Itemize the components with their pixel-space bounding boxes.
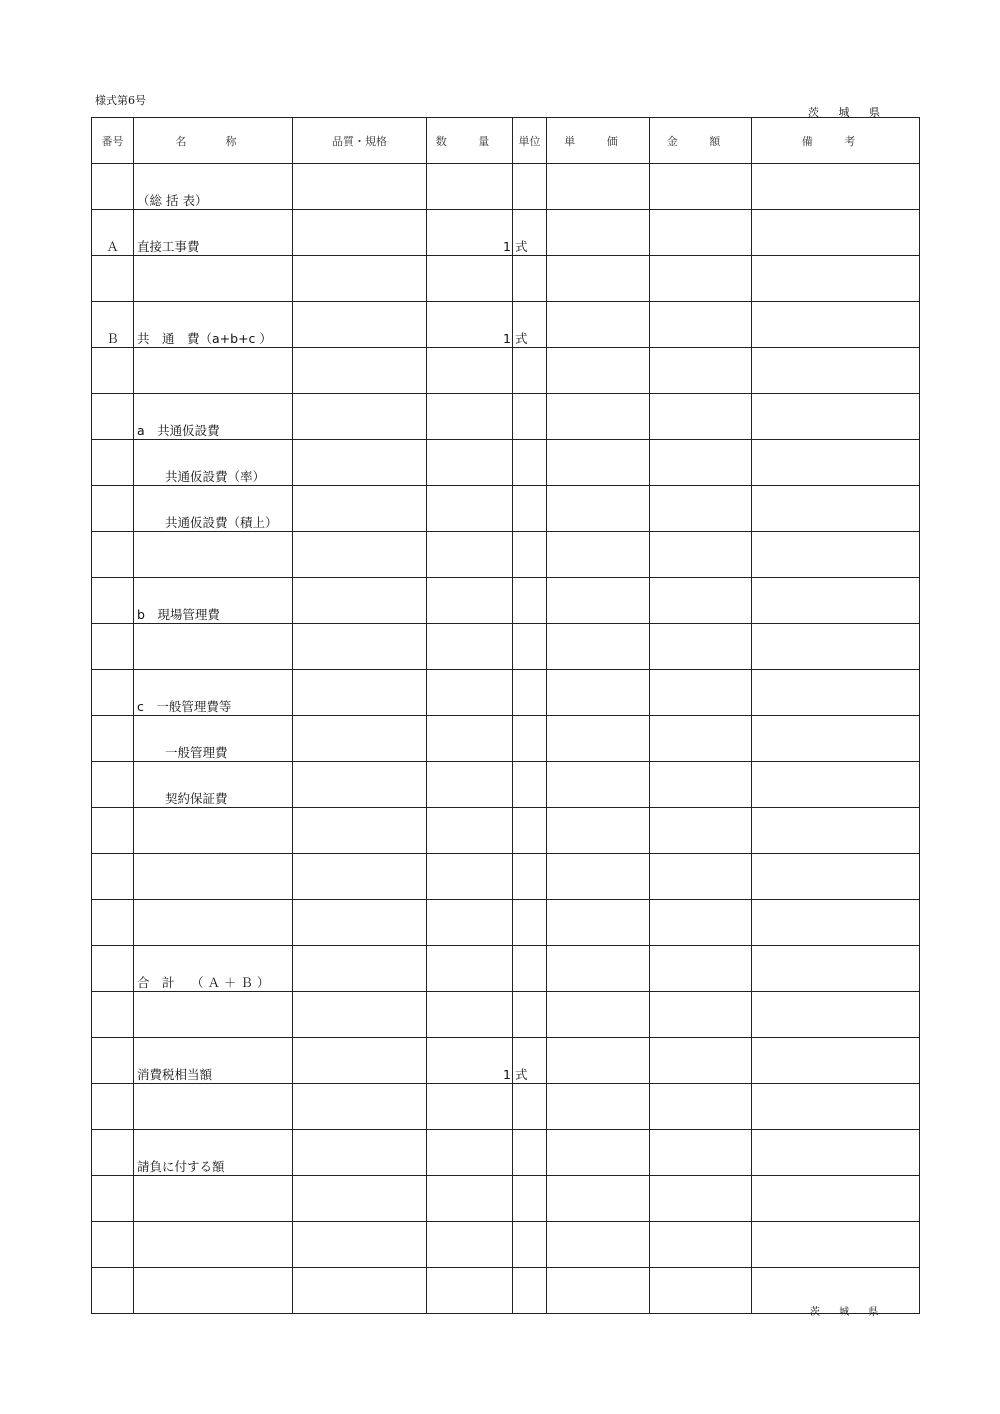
table-row: [92, 1222, 920, 1268]
row-remarks-cell: [752, 532, 920, 578]
row-amount-cell: [650, 1038, 752, 1084]
row-quantity-cell: [427, 716, 513, 762]
table-row: [92, 578, 920, 624]
row-quantity-cell: [427, 1176, 513, 1222]
row-unit-cell: [513, 578, 547, 624]
table-row: [92, 210, 920, 256]
row-remarks-cell: [752, 164, 920, 210]
row-name-text: 共 通 費（a+b+c ）: [137, 331, 272, 346]
row-quality-cell: [293, 808, 427, 854]
row-name-cell: [134, 256, 293, 302]
row-unit-cell: [513, 808, 547, 854]
row-unit-text: 式: [515, 239, 528, 254]
row-unit-cell: [513, 302, 547, 348]
table-row: [92, 302, 920, 348]
row-amount-cell: [650, 164, 752, 210]
row-unit-cell: [513, 348, 547, 394]
row-name-cell: [134, 716, 293, 762]
row-name-cell: [134, 1084, 293, 1130]
row-name-cell: [134, 992, 293, 1038]
row-remarks-cell: [752, 1176, 920, 1222]
row-unit-cell: [513, 670, 547, 716]
row-unit-cell: [513, 946, 547, 992]
row-unit-cell: [513, 1130, 547, 1176]
row-number-cell: [92, 578, 134, 624]
row-name-cell: [134, 1130, 293, 1176]
row-amount-cell: [650, 808, 752, 854]
row-quantity-cell: [427, 900, 513, 946]
row-quality-cell: [293, 716, 427, 762]
row-name-cell: [134, 302, 293, 348]
row-unit-cell: [513, 762, 547, 808]
row-remarks-cell: [752, 578, 920, 624]
row-number-text: Ａ: [106, 239, 119, 254]
row-amount-cell: [650, 578, 752, 624]
row-quantity-text: 1: [503, 239, 511, 254]
row-quality-cell: [293, 624, 427, 670]
row-number-cell: [92, 210, 134, 256]
row-name-text: [134, 1312, 292, 1313]
row-number-cell: [92, 1084, 134, 1130]
table-row: [92, 532, 920, 578]
row-unit-cell: [513, 992, 547, 1038]
row-unit-price-cell: [547, 946, 650, 992]
row-number-cell: [92, 532, 134, 578]
row-remarks-cell: [752, 394, 920, 440]
row-quality-cell: [293, 302, 427, 348]
table-row: [92, 808, 920, 854]
row-name-cell: [134, 624, 293, 670]
row-name-text: 請負に付する額: [137, 1159, 225, 1174]
row-quantity-cell: [427, 1084, 513, 1130]
row-quality-cell: [293, 1084, 427, 1130]
column-header-quantity: 数 量: [427, 118, 513, 164]
row-amount-cell: [650, 394, 752, 440]
row-unit-cell: [513, 1038, 547, 1084]
row-unit-cell: [513, 854, 547, 900]
row-remarks-cell: [752, 1084, 920, 1130]
row-quality-text: [293, 1312, 426, 1313]
row-remarks-cell: [752, 302, 920, 348]
row-name-text: b 現場管理費: [137, 607, 220, 622]
row-quality-cell: [293, 1038, 427, 1084]
row-unit-price-cell: [547, 1038, 650, 1084]
row-quantity-cell: [427, 348, 513, 394]
row-name-cell: [134, 486, 293, 532]
row-remarks-cell: [752, 624, 920, 670]
row-quantity-cell: [427, 624, 513, 670]
table-row: [92, 624, 920, 670]
row-quantity-cell: [427, 486, 513, 532]
row-unit-cell: [513, 1084, 547, 1130]
row-remarks-cell: [752, 256, 920, 302]
row-unit-cell: [513, 716, 547, 762]
row-unit-cell: [513, 394, 547, 440]
row-name-cell: [134, 946, 293, 992]
row-unit-price-cell: [547, 302, 650, 348]
row-quality-cell: [293, 762, 427, 808]
table-row: [92, 394, 920, 440]
row-unit-text: 式: [515, 331, 528, 346]
row-quality-cell: [293, 348, 427, 394]
table-row: [92, 1130, 920, 1176]
row-name-text: 共通仮設費（積上）: [165, 515, 278, 530]
row-unit-price-cell: [547, 256, 650, 302]
row-number-cell: [92, 1038, 134, 1084]
row-quality-cell: [293, 532, 427, 578]
row-number-text: Ｂ: [106, 331, 119, 346]
row-unit-price-cell: [547, 210, 650, 256]
row-name-cell: [134, 808, 293, 854]
row-unit-price-cell: [547, 854, 650, 900]
table-row: [92, 1176, 920, 1222]
row-quality-cell: [293, 900, 427, 946]
row-unit-price-cell: [547, 1176, 650, 1222]
row-unit-cell: [513, 440, 547, 486]
row-amount-cell: [650, 854, 752, 900]
row-amount-cell: [650, 900, 752, 946]
row-amount-cell: [650, 210, 752, 256]
row-name-text: 共通仮設費（率）: [165, 469, 266, 484]
row-number-cell: [92, 762, 134, 808]
table-row: [92, 1038, 920, 1084]
row-quality-cell: [293, 394, 427, 440]
row-number-cell: [92, 900, 134, 946]
row-amount-cell: [650, 486, 752, 532]
row-remarks-cell: [752, 716, 920, 762]
table-row: [92, 1084, 920, 1130]
row-name-cell: [134, 1268, 293, 1314]
row-number-cell: [92, 946, 134, 992]
row-quality-cell: [293, 992, 427, 1038]
row-quantity-cell: [427, 992, 513, 1038]
row-quantity-cell: [427, 1222, 513, 1268]
row-unit-cell: [513, 256, 547, 302]
row-unit-cell: [513, 164, 547, 210]
table-row: [92, 670, 920, 716]
row-quantity-cell: [427, 578, 513, 624]
row-name-cell: [134, 348, 293, 394]
row-name-text: c 一般管理費等: [137, 699, 232, 714]
table-row: [92, 164, 920, 210]
column-header-name: 名 称: [134, 118, 293, 164]
row-quantity-cell: [427, 762, 513, 808]
row-number-cell: [92, 440, 134, 486]
row-name-text: 合 計 （ Ａ ＋ Ｂ ）: [137, 975, 270, 990]
row-name-text: 直接工事費: [137, 239, 200, 254]
row-unit-price-cell: [547, 1130, 650, 1176]
row-quality-cell: [293, 1176, 427, 1222]
row-quantity-cell: [427, 210, 513, 256]
row-number-cell: [92, 808, 134, 854]
row-name-cell: [134, 762, 293, 808]
row-name-cell: [134, 532, 293, 578]
row-quantity-cell: [427, 1130, 513, 1176]
row-quantity-cell: [427, 256, 513, 302]
column-header-unit-price: 単 価: [547, 118, 650, 164]
row-amount-cell: [650, 532, 752, 578]
column-header-number: 番号: [92, 118, 134, 164]
table-row: [92, 946, 920, 992]
row-unit-text: [513, 1312, 546, 1313]
row-name-cell: [134, 1038, 293, 1084]
table-row: [92, 256, 920, 302]
row-quantity-cell: [427, 854, 513, 900]
row-number-cell: [92, 394, 134, 440]
row-unit-price-cell: [547, 900, 650, 946]
row-quality-cell: [293, 578, 427, 624]
row-remarks-cell: [752, 1130, 920, 1176]
row-unit-cell: [513, 1268, 547, 1314]
row-unit-price-cell: [547, 992, 650, 1038]
row-quantity-text: 1: [503, 331, 511, 346]
row-unit-price-cell: [547, 716, 650, 762]
prefecture-label-top: 茨 城 県: [808, 106, 888, 119]
row-unit-cell: [513, 532, 547, 578]
row-quantity-text: [427, 1312, 512, 1313]
row-amount-cell: [650, 670, 752, 716]
row-number-cell: [92, 348, 134, 394]
row-unit-price-cell: [547, 1268, 650, 1314]
row-name-cell: [134, 578, 293, 624]
row-name-cell: [134, 670, 293, 716]
row-unit-text: 式: [515, 1067, 528, 1082]
row-name-cell: [134, 900, 293, 946]
row-unit-price-cell: [547, 394, 650, 440]
row-unit-cell: [513, 624, 547, 670]
row-remarks-cell: [752, 992, 920, 1038]
row-unit-price-cell: [547, 164, 650, 210]
row-name-text: 一般管理費: [165, 745, 228, 760]
row-number-cell: [92, 716, 134, 762]
row-quantity-cell: [427, 394, 513, 440]
row-number-text: [92, 1312, 133, 1313]
row-unit-price-cell: [547, 440, 650, 486]
row-amount-cell: [650, 348, 752, 394]
row-unit-cell: [513, 1176, 547, 1222]
row-amount-cell: [650, 624, 752, 670]
row-remarks-cell: [752, 854, 920, 900]
row-number-cell: [92, 1268, 134, 1314]
row-quantity-cell: [427, 1038, 513, 1084]
table-row: [92, 716, 920, 762]
table-header-row: [92, 118, 920, 164]
row-quantity-text: 1: [503, 1067, 511, 1082]
row-unit-price-cell: [547, 532, 650, 578]
row-quality-cell: [293, 486, 427, 532]
row-number-cell: [92, 256, 134, 302]
row-unit-price-cell: [547, 670, 650, 716]
estimate-summary-table: [91, 117, 920, 1314]
row-quality-cell: [293, 670, 427, 716]
row-quality-cell: [293, 1268, 427, 1314]
table-row: [92, 486, 920, 532]
row-quantity-cell: [427, 440, 513, 486]
table-row: [92, 440, 920, 486]
row-quantity-cell: [427, 532, 513, 578]
row-unit-price-cell: [547, 348, 650, 394]
row-amount-cell: [650, 992, 752, 1038]
row-remarks-cell: [752, 1038, 920, 1084]
prefecture-label-bottom: 茨 城 県: [810, 1307, 887, 1318]
column-header-quality-spec: 品質・規格: [293, 118, 427, 164]
row-name-cell: [134, 1176, 293, 1222]
row-name-text: 契約保証費: [165, 791, 228, 806]
row-unit-price-cell: [547, 486, 650, 532]
column-header-remarks: 備 考: [752, 118, 920, 164]
row-number-cell: [92, 164, 134, 210]
row-number-cell: [92, 624, 134, 670]
table-row: [92, 992, 920, 1038]
row-amount-cell: [650, 440, 752, 486]
row-remarks-cell: [752, 946, 920, 992]
column-header-amount: 金 額: [650, 118, 752, 164]
row-amount-cell: [650, 1222, 752, 1268]
row-quantity-cell: [427, 670, 513, 716]
row-unit-price-cell: [547, 762, 650, 808]
row-unit-cell: [513, 210, 547, 256]
row-remarks-cell: [752, 486, 920, 532]
row-name-cell: [134, 210, 293, 256]
row-number-cell: [92, 1176, 134, 1222]
row-quality-cell: [293, 210, 427, 256]
row-remarks-cell: [752, 762, 920, 808]
row-name-cell: [134, 394, 293, 440]
row-number-cell: [92, 486, 134, 532]
row-unit-cell: [513, 900, 547, 946]
row-quality-cell: [293, 440, 427, 486]
row-quality-cell: [293, 946, 427, 992]
row-amount-cell: [650, 946, 752, 992]
table-body: [92, 164, 920, 1314]
row-amount-cell: [650, 302, 752, 348]
row-name-cell: [134, 1222, 293, 1268]
row-amount-cell: [650, 1176, 752, 1222]
row-remarks-cell: [752, 210, 920, 256]
row-name-cell: [134, 440, 293, 486]
column-header-unit: 単位: [513, 118, 547, 164]
row-name-text: a 共通仮設費: [137, 423, 220, 438]
row-number-cell: [92, 1130, 134, 1176]
row-remarks-cell: [752, 440, 920, 486]
row-number-cell: [92, 302, 134, 348]
row-name-text: 消費税相当額: [137, 1067, 213, 1082]
row-name-text: （総 括 表）: [137, 193, 208, 208]
row-amount-cell: [650, 716, 752, 762]
table-row: [92, 348, 920, 394]
row-number-cell: [92, 854, 134, 900]
row-quality-cell: [293, 854, 427, 900]
row-remarks-cell: [752, 808, 920, 854]
table-row: [92, 854, 920, 900]
row-number-cell: [92, 1222, 134, 1268]
row-quality-cell: [293, 1222, 427, 1268]
row-amount-cell: [650, 1130, 752, 1176]
row-amount-cell: [650, 256, 752, 302]
row-remarks-cell: [752, 348, 920, 394]
row-unit-price-cell: [547, 578, 650, 624]
row-number-cell: [92, 670, 134, 716]
row-name-cell: [134, 854, 293, 900]
table-row: [92, 762, 920, 808]
table-row: [92, 900, 920, 946]
row-quantity-cell: [427, 808, 513, 854]
row-unit-price-cell: [547, 1222, 650, 1268]
row-quality-cell: [293, 256, 427, 302]
row-quantity-cell: [427, 946, 513, 992]
row-unit-cell: [513, 1222, 547, 1268]
row-quality-cell: [293, 1130, 427, 1176]
row-remarks-cell: [752, 1222, 920, 1268]
row-name-cell: [134, 164, 293, 210]
row-unit-price-cell: [547, 808, 650, 854]
row-quantity-cell: [427, 164, 513, 210]
row-quantity-cell: [427, 302, 513, 348]
row-unit-cell: [513, 486, 547, 532]
row-quality-cell: [293, 164, 427, 210]
row-amount-cell: [650, 1084, 752, 1130]
row-amount-cell: [650, 762, 752, 808]
row-quantity-cell: [427, 1268, 513, 1314]
row-amount-cell: [650, 1268, 752, 1314]
form-number-label: 様式第6号: [95, 94, 146, 107]
row-number-cell: [92, 992, 134, 1038]
table-row: [92, 1268, 920, 1314]
row-remarks-cell: [752, 670, 920, 716]
row-unit-price-cell: [547, 624, 650, 670]
row-remarks-cell: [752, 900, 920, 946]
row-unit-price-cell: [547, 1084, 650, 1130]
